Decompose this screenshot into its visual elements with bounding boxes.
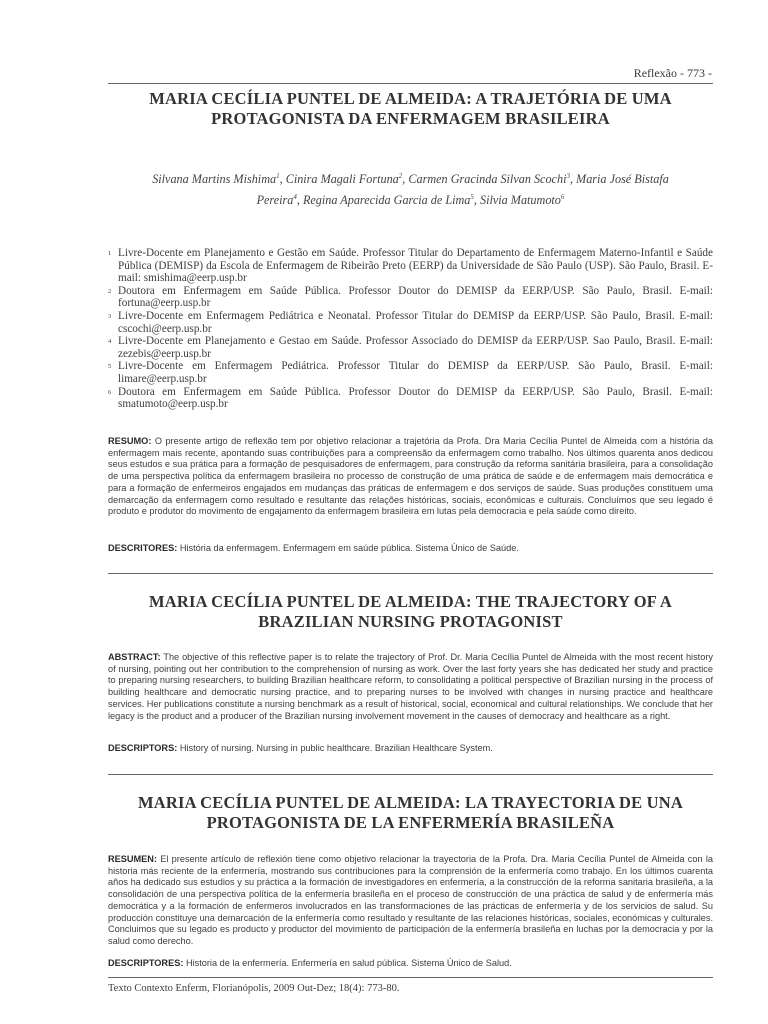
abstract-pt-text: O presente artigo de reflexão tem por objetivo relacionar a trajetória da Profa. Dra Maria Cecília Puntel de Almeida com a história da enfermagem mais recente, apontando suas contribuições para a compreensão da enfermagem como trabalho. Nos últimos quarenta anos dedicou seus estudos e sua prática para a formação de pesquisadores de enfermagem, para construção da reforma sanitária brasileira, para a consolidação de uma perspectiva política da enfermagem brasileira no processo de construção de uma prática de saúde e de enfermagem mais democrática e para a formação de enfermeiros engajados em mudanças das práticas de enfermagem e dos serviços de saúde. Suas produções constituem uma demarcação da enfermagem como resultado e resultante das relações históricas, sociais, econômicas e culturais. Concluímos que seu legado é produto e produtor do movimento de engajamento da enfermagem brasileira em lutas pela democracia e pela saúde como direito. (108, 436, 713, 517)
abstract-es-text: El presente artículo de reflexión tiene como objetivo relacionar la trayectoria de la Profa. Dra. Maria Cecília Puntel de Almeida con la historia más reciente de la enfermería, mostrando sus contribuciones para la comprensión de la enfermería como trabajo. En los últimos cuarenta años ha dedicado sus estudios y su práctica a la formación de investigadores en enfermería, a la construcción de la reforma sanitaria brasileña, a la consolidación de una perspectiva política de la enfermería brasileña en el proceso de construcción de una práctica de salud y de enfermería más democrática y a la formación de enfermeros involucrados en las transformaciones de las prácticas de enfermería y de los servicios de salud. Su producción constituye una demarcación de la enfermería como resultado y resultante de las relaciones históricas, sociales, económicas y culturales. Concluimos que su legado es producto y productor del movimiento de participación de la enfermería brasileña en luchas por la democracia y por la salud como derecho. (108, 854, 713, 946)
title-pt-line2: PROTAGONISTA DA ENFERMAGEM BRASILEIRA (211, 109, 610, 128)
footnote-item (108, 360, 713, 385)
title-en-line2: BRAZILIAN NURSING PROTAGONIST (258, 612, 563, 631)
footnote-text: Doutora em Enfermagem em Saúde Pública. Professor Doutor do DEMISP da EERP/USP. São Paulo, Brasil. E-mail: smatumoto@eerp.usp.br (118, 385, 713, 411)
section-rule-pt (108, 573, 713, 574)
abstract-en (108, 652, 713, 722)
descriptors-es (108, 958, 713, 970)
abstract-en-text: The objective of this reflective paper is to relate the trajectory of Prof. Dr. Maria Cecília Puntel de Almeida with the most recent history of nursing, pointing out her contribution to the comprehension of nursing as work. Over the last forty years she has dedicated her study and practice to preparing nursing researchers, to building Brazilian healthcare reform, to consolidating a political perspective of Brazilian nursing in the process of building healthcare and democratic nursing practice, and to preparing nurses to be involved with changes in nursing practice and healthcare services. Her publications constitute a nursing benchmark as a result of historical, social, economical and cultural relationships. We conclude that her legacy is the product and a producer of the Brazilian nursing involvement movement in the causes of democracy and healthcare as a right. (108, 652, 713, 721)
title-en (108, 592, 713, 632)
section-rule-en (108, 774, 713, 775)
footnote-number: 3 (108, 312, 112, 320)
title-en-line1: MARIA CECÍLIA PUNTEL DE ALMEIDA: THE TRAJECTORY OF A (149, 592, 672, 611)
footnote-text: Livre-Docente em Enfermagem Pediátrica e Neonatal. Professor Titular do DEMISP da EERP/USP. São Paulo, Brasil. E-mail: cscochi@eerp.usp.br (118, 309, 713, 335)
footnote-number: 4 (108, 338, 112, 346)
abstract-en-label: ABSTRACT: (108, 652, 161, 662)
title-es-line1: MARIA CECÍLIA PUNTEL DE ALMEIDA: LA TRAYECTORIA DE UNA (137, 793, 684, 812)
abstract-es-label: RESUMEN: (108, 854, 158, 864)
footnote-item (108, 335, 713, 360)
footnote-number: 2 (108, 287, 112, 295)
descriptors-pt-text: História da enfermagem. Enfermagem em saúde pública. Sistema Único de Saúde. (177, 543, 519, 553)
footnote-number: 1 (108, 250, 112, 257)
footnote-text: Doutora em Enfermagem em Saúde Pública. Professor Doutor do DEMISP da EERP/USP. São Paulo, Brasil. E-mail: fortuna@eerp.usp.br (118, 284, 713, 310)
journal-citation: Texto Contexto Enferm, Florianópolis, 2009 Out-Dez; 18(4): 773-80. (108, 983, 400, 994)
descriptors-es-text: Historia de la enfermería. Enfermería en salud pública. Sistema Único de Salud. (183, 958, 512, 968)
author-sup: 3 (566, 172, 570, 180)
footnote-text: Livre-Docente em Planejamento e Gestão em Saúde. Professor Titular do Departamento de Enfermagem Materno-Infantil e Saúde Pública (DEMISP) da Escola de Enfermagem de Ribeirão Preto (EERP) da Universidade de São Paulo (USP). São Paulo, Brasil. E-mail: smishima@eerp.usp.br (118, 247, 713, 285)
footnote-number: 5 (108, 363, 112, 371)
author-name: Regina Aparecida Garcia de Lima (302, 193, 471, 208)
author-name: Silvia Matumoto (480, 193, 561, 208)
author-sup: 1 (276, 172, 280, 180)
descriptors-pt (108, 543, 713, 555)
author-name: Carmen Gracinda Silvan Scochi (408, 172, 567, 187)
authors-block (108, 167, 713, 209)
author-name: Silvana Martins Mishima (152, 172, 277, 187)
author-sep: , (296, 193, 303, 208)
author-sep: , (279, 172, 286, 187)
author-name: Cinira Magali Fortuna (285, 172, 399, 187)
header-rule (108, 83, 713, 84)
footnote-item (108, 285, 713, 310)
footnote-item (108, 386, 713, 411)
footnote-item (108, 310, 713, 335)
descriptors-es-label: DESCRIPTORES: (108, 958, 184, 968)
title-es-line2: PROTAGONISTA DE LA ENFERMERÍA BRASILEÑA (206, 813, 615, 832)
author-sep: , (402, 172, 409, 187)
author-sep: , (569, 172, 577, 187)
descriptors-en (108, 743, 713, 755)
footnote-item (108, 247, 713, 285)
title-pt-line1: MARIA CECÍLIA PUNTEL DE ALMEIDA: A TRAJETÓRIA DE UMA (149, 89, 672, 108)
title-es (108, 793, 713, 833)
footer-rule (108, 977, 713, 978)
footnote-text: Livre-Docente em Planejamento e Gestao em Saúde. Professor Associado do DEMISP da EERP/USP. Sao Paulo, Brasil. E-mail: zezebis@eerp.usp.br (118, 335, 713, 360)
title-pt (108, 89, 713, 129)
author-name: Maria José Bistafa (576, 172, 669, 187)
footnote-number: 6 (108, 388, 112, 396)
descriptors-en-text: History of nursing. Nursing in public healthcare. Brazilian Healthcare System. (177, 743, 493, 753)
author-sup: 5 (470, 193, 474, 202)
footnote-text: Livre-Docente em Enfermagem Pediátrica. Professor Titular do DEMISP da EERP/USP. São Paulo, Brasil. E-mail: limare@eerp.usp.br (118, 360, 713, 385)
author-sup: 4 (293, 193, 297, 202)
author-sup: 6 (560, 193, 565, 202)
abstract-pt (108, 436, 713, 518)
abstract-pt-label: RESUMO: (108, 436, 152, 446)
descriptors-pt-label: DESCRITORES: (108, 543, 178, 553)
abstract-es (108, 854, 713, 948)
author-name: Pereira (256, 193, 294, 208)
authors-line1 (108, 167, 713, 188)
descriptors-en-label: DESCRIPTORS: (108, 743, 178, 753)
authors-line2 (108, 188, 713, 209)
author-sep: , (473, 193, 480, 208)
running-header: Reflexão - 773 - (633, 66, 712, 80)
author-sup: 2 (398, 172, 403, 180)
affiliation-footnotes (108, 247, 713, 411)
